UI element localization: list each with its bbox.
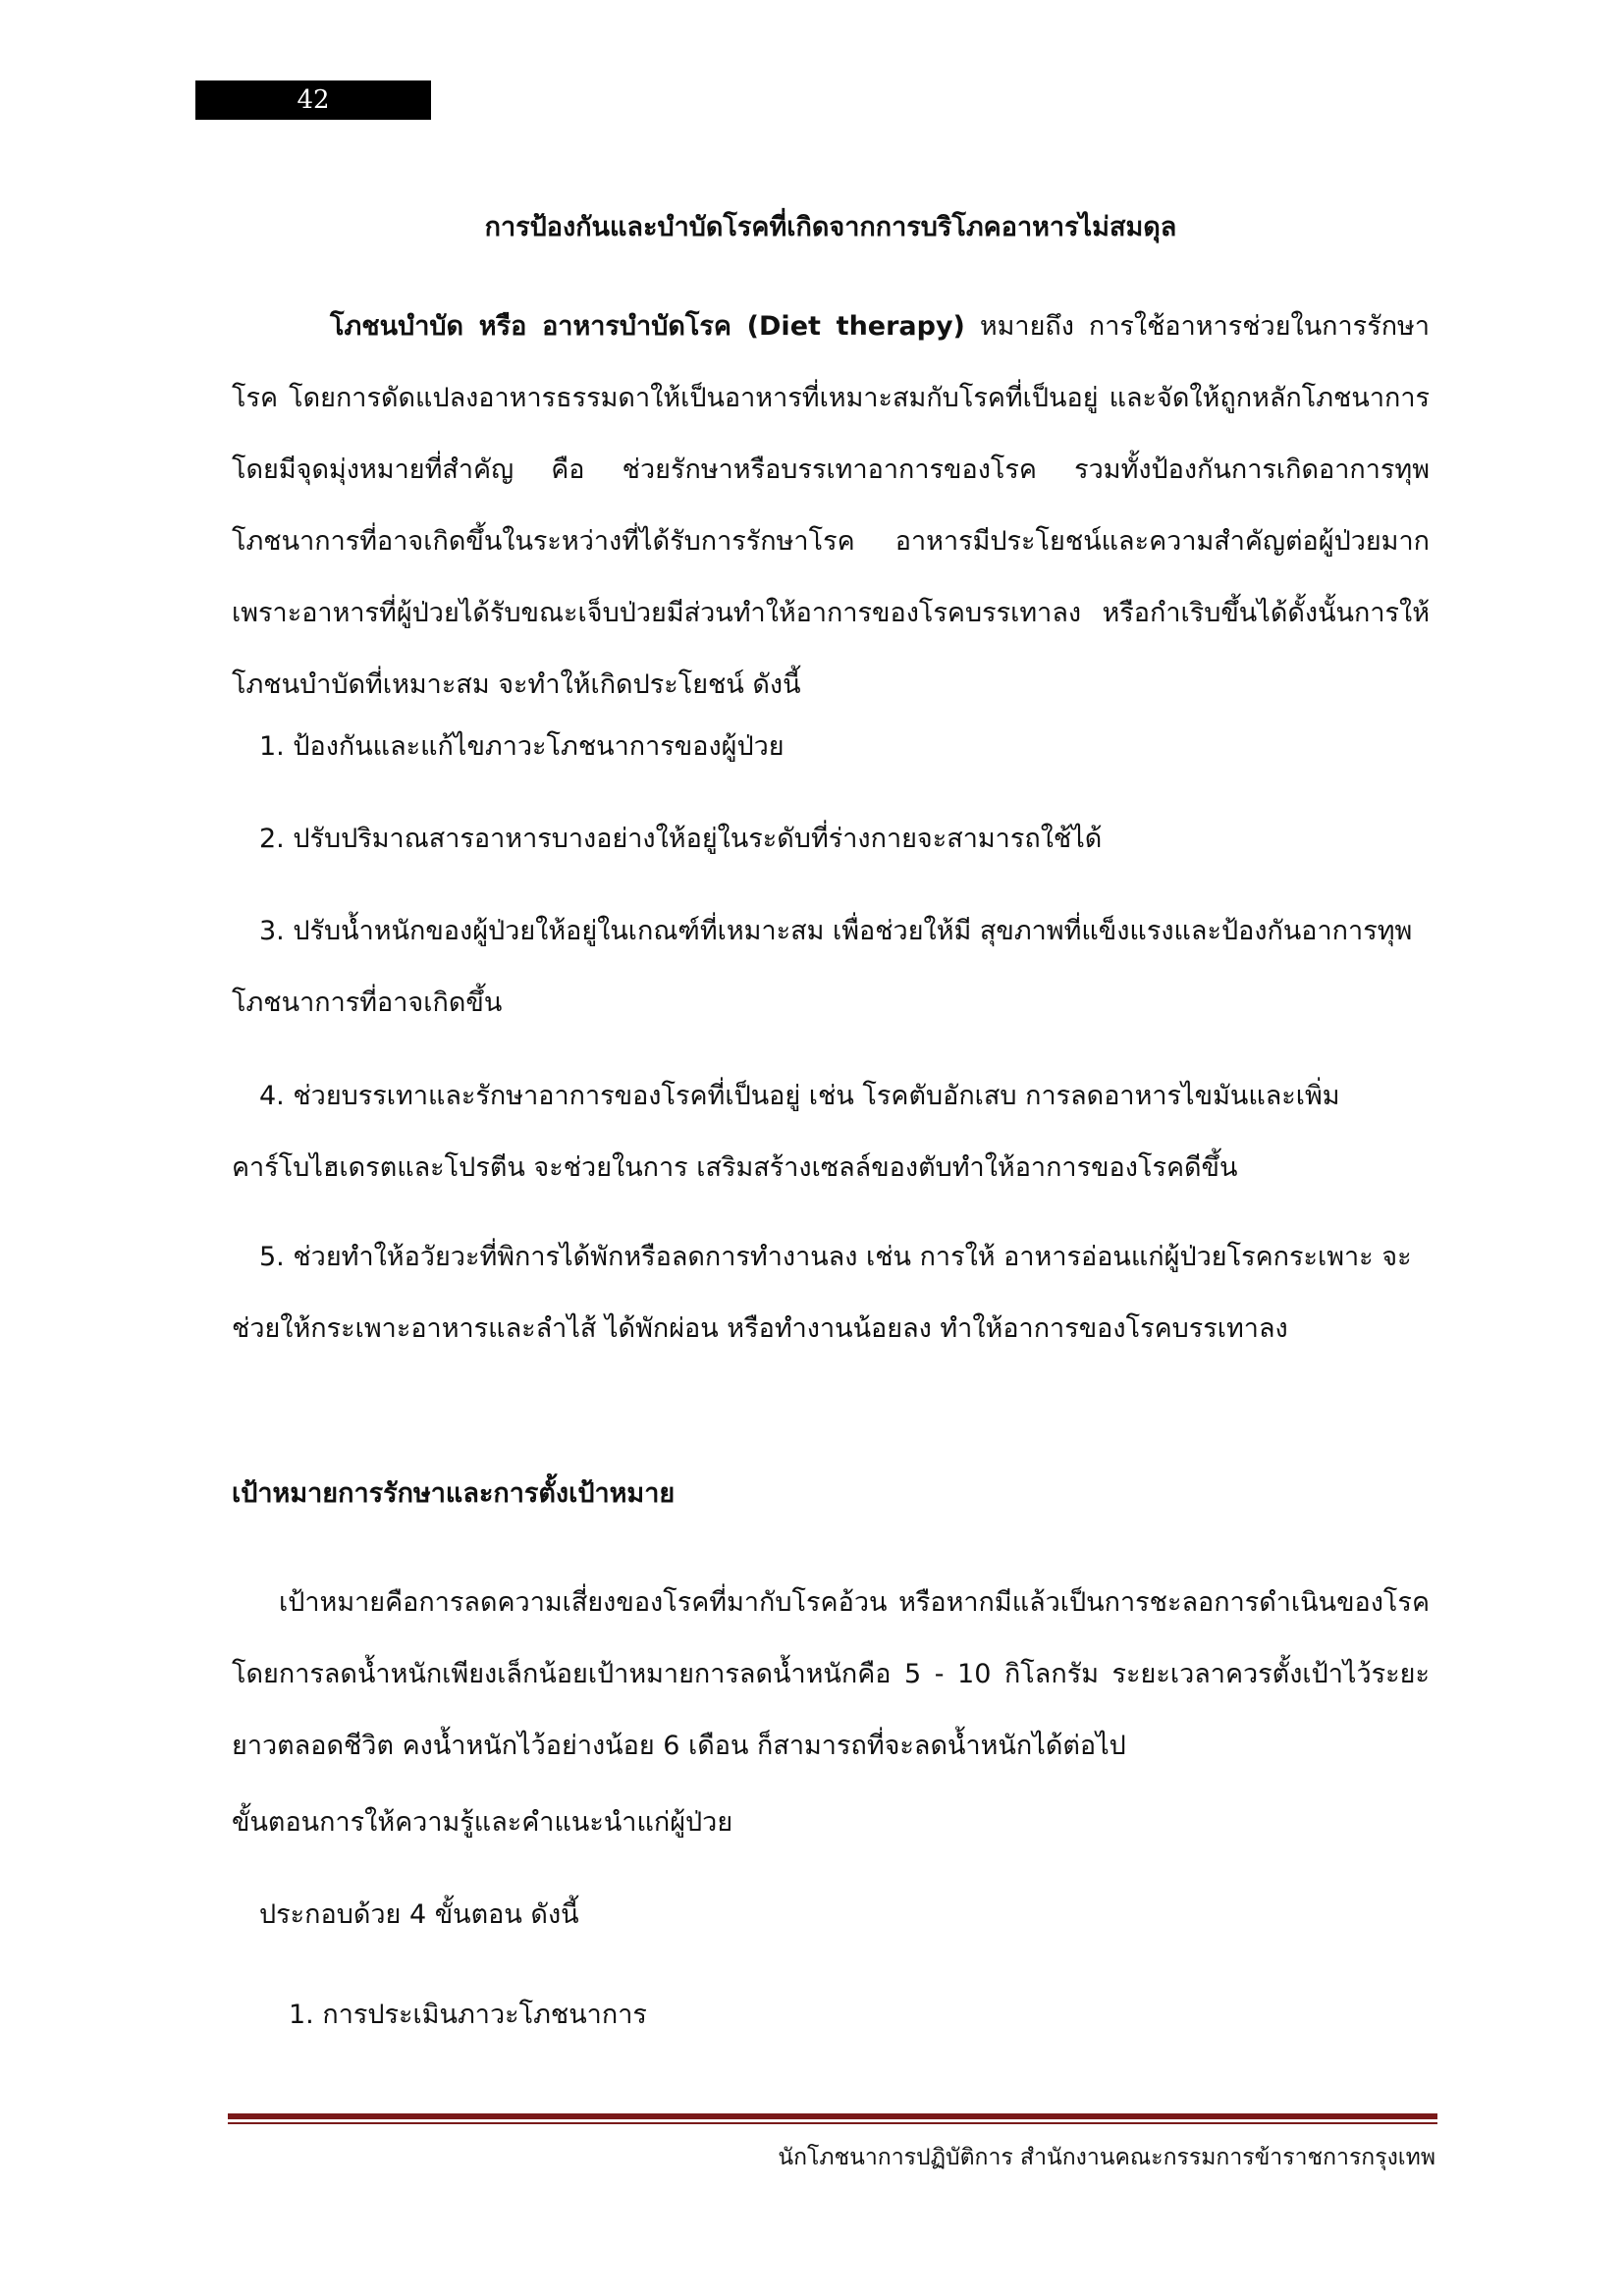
benefit-item: 2. ปรับปริมาณสารอาหารบางอย่างให้อยู่ในระดับที่ร่างกายจะสามารถใช้ได้ <box>259 824 1103 854</box>
footer-text: นักโภชนาการปฏิบัติการ สำนักงานคณะกรรมการข้าราชการกรุงเทพ <box>778 2145 1435 2170</box>
intro-text: หมายถึง การใช้อาหารช่วยในการรักษาโรค โดยการดัดแปลงอาหารธรรมดาให้เป็นอาหารที่เหมาะสมกับโรคที่เป็นอยู่ และจัดให้ถูกหลักโภชนาการ โดยมีจุดมุ่งหมายที่สำคัญ คือ ช่วยรักษาหรือบรรเทาอาการของโรค รวมทั้งป้องกันการเกิดอาการทุพโภชนาการที่อาจเกิดขึ้นในระหว่างที่ได้รับการรักษาโรค อาหารมีประโยชน์และความสำคัญต่อผู้ป่วยมาก เพราะอาหารที่ผู้ป่วยได้รับขณะเจ็บป่วยมีส่วนทำให้อาการของโรคบรรเทาลง หรือกำเริบขึ้นได้ดั้งนั้นการให้โภชนบำบัดที่เหมาะสม จะทำให้เกิดประโยชน์ ดังนี้ <box>232 311 1430 700</box>
benefit-item: 4. ช่วยบรรเทาและรักษาอาการของโรคที่เป็นอยู่ เช่น โรคตับอักเสบ การลดอาหารไขมันและเพิ่มคาร์โบไฮเดรตและโปรตีน จะช่วยในการ เสริมสร้างเซลล์ของตับทำให้อาการของโรคดีขึ้น <box>232 1081 1340 1183</box>
step-item: 1. การประเมินภาวะโภชนาการ <box>289 2000 647 2030</box>
section-heading: เป้าหมายการรักษาและการตั้งเป้าหมาย <box>232 1478 676 1509</box>
steps-intro: ประกอบด้วย 4 ขั้นตอน ดังนี้ <box>259 1899 579 1930</box>
footer-rule-thin <box>228 2122 1437 2124</box>
benefit-item: 5. ช่วยทำให้อวัยวะที่พิการได้พักหรือลดการทำงานลง เช่น การให้ อาหารอ่อนแก่ผู้ป่วยโรคกระเพาะ จะช่วยให้กระเพาะอาหารและลำไส้ ได้พักผ่อน หรือทำงานน้อยลง ทำให้อาการของโรคบรรเทาลง <box>232 1242 1412 1344</box>
intro-paragraph <box>232 291 1430 721</box>
footer-rule <box>228 2113 1437 2119</box>
steps-title: ขั้นตอนการให้ความรู้และคำแนะนำแก่ผู้ป่วย <box>232 1807 733 1838</box>
page-number: 42 <box>195 80 431 120</box>
intro-lead-term: โภชนบำบัด หรือ อาหารบำบัดโรค (Diet therapy) <box>330 311 965 342</box>
benefit-item: 1. ป้องกันและแก้ไขภาวะโภชนาการของผู้ป่วย <box>259 731 785 762</box>
goal-paragraph: เป้าหมายคือการลดความเสี่ยงของโรคที่มากับโรคอ้วน หรือหากมีแล้วเป็นการชะลอการดำเนินของโรค โดยการลดน้ำหนักเพียงเล็กน้อยเป้าหมายการลดน้ำหนักคือ 5 - 10 กิโลกรัม ระยะเวลาควรตั้งเป้าไว้ระยะยาวตลอดชีวิต คงน้ำหนักไว้อย่างน้อย 6 เดือน ก็สามารถที่จะลดน้ำหนักได้ต่อไป <box>232 1587 1430 1761</box>
page-title: การป้องกันและบำบัดโรคที่เกิดจากการบริโภคอาหารไม่สมดุล <box>484 212 1177 242</box>
benefit-item: 3. ปรับน้ำหนักของผู้ป่วยให้อยู่ในเกณฑ์ที่เหมาะสม เพื่อช่วยให้มี สุขภาพที่แข็งแรงและป้องกันอาการทุพโภชนาการที่อาจเกิดขึ้น <box>232 916 1413 1018</box>
